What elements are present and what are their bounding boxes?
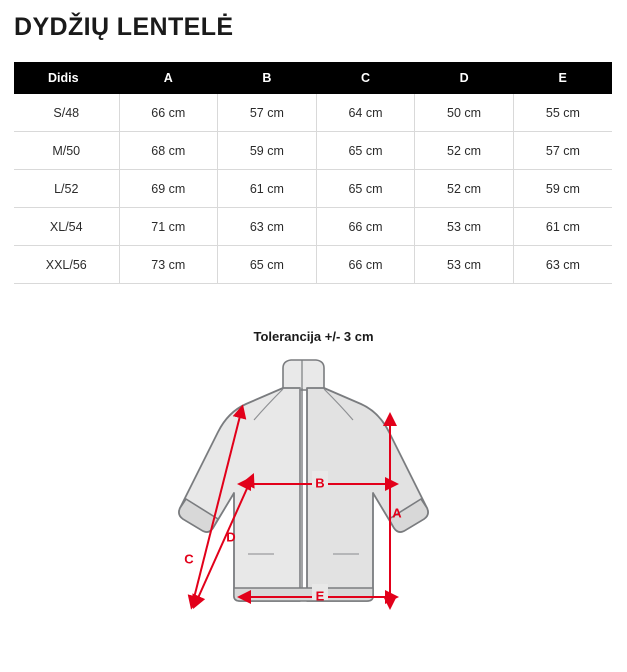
table-header-cell-d: D bbox=[415, 62, 514, 94]
measure-label-d: D bbox=[226, 529, 236, 545]
table-cell-a: 73 cm bbox=[119, 246, 218, 284]
table-cell-d: 53 cm bbox=[415, 246, 514, 284]
table-cell-size: XL/54 bbox=[14, 208, 119, 246]
table-cell-c: 66 cm bbox=[316, 208, 415, 246]
table-cell-b: 57 cm bbox=[218, 94, 317, 132]
measure-label-a: A bbox=[392, 505, 402, 521]
table-cell-d: 50 cm bbox=[415, 94, 514, 132]
table-row bbox=[14, 94, 612, 132]
table-row bbox=[14, 246, 612, 284]
table-cell-a: 71 cm bbox=[119, 208, 218, 246]
table-row bbox=[14, 132, 612, 170]
table-cell-b: 59 cm bbox=[218, 132, 317, 170]
measure-label-b: B bbox=[315, 475, 325, 491]
table-header-cell-c: C bbox=[316, 62, 415, 94]
size-table bbox=[14, 62, 612, 284]
table-cell-b: 61 cm bbox=[218, 170, 317, 208]
table-cell-a: 66 cm bbox=[119, 94, 218, 132]
table-row bbox=[14, 208, 612, 246]
table-header-cell-b: B bbox=[218, 62, 317, 94]
garment-diagram bbox=[150, 358, 480, 638]
table-cell-c: 65 cm bbox=[316, 170, 415, 208]
table-cell-size: M/50 bbox=[14, 132, 119, 170]
table-header-row bbox=[14, 62, 612, 94]
table-cell-c: 64 cm bbox=[316, 94, 415, 132]
table-cell-e: 55 cm bbox=[513, 94, 612, 132]
table-header bbox=[14, 62, 612, 94]
table-cell-c: 65 cm bbox=[316, 132, 415, 170]
page-title: DYDŽIŲ LENTELĖ bbox=[14, 13, 234, 41]
table-row bbox=[14, 170, 612, 208]
table-cell-size: L/52 bbox=[14, 170, 119, 208]
measure-label-c: C bbox=[184, 551, 194, 567]
table-header-cell-a: A bbox=[119, 62, 218, 94]
table-cell-d: 52 cm bbox=[415, 132, 514, 170]
table-cell-b: 65 cm bbox=[218, 246, 317, 284]
tolerance-note: Tolerancija +/- 3 cm bbox=[253, 329, 374, 344]
table-cell-size: XXL/56 bbox=[14, 246, 119, 284]
measure-label-e: E bbox=[315, 588, 325, 604]
table-cell-c: 66 cm bbox=[316, 246, 415, 284]
table-cell-size: S/48 bbox=[14, 94, 119, 132]
table-cell-e: 59 cm bbox=[513, 170, 612, 208]
table-cell-e: 63 cm bbox=[513, 246, 612, 284]
table-header-cell-didis: Didis bbox=[14, 62, 119, 94]
table-cell-e: 57 cm bbox=[513, 132, 612, 170]
table-body bbox=[14, 94, 612, 284]
table-cell-b: 63 cm bbox=[218, 208, 317, 246]
table-cell-e: 61 cm bbox=[513, 208, 612, 246]
table-cell-a: 69 cm bbox=[119, 170, 218, 208]
table-header-cell-e: E bbox=[513, 62, 612, 94]
table-cell-d: 52 cm bbox=[415, 170, 514, 208]
table-cell-a: 68 cm bbox=[119, 132, 218, 170]
table-cell-d: 53 cm bbox=[415, 208, 514, 246]
